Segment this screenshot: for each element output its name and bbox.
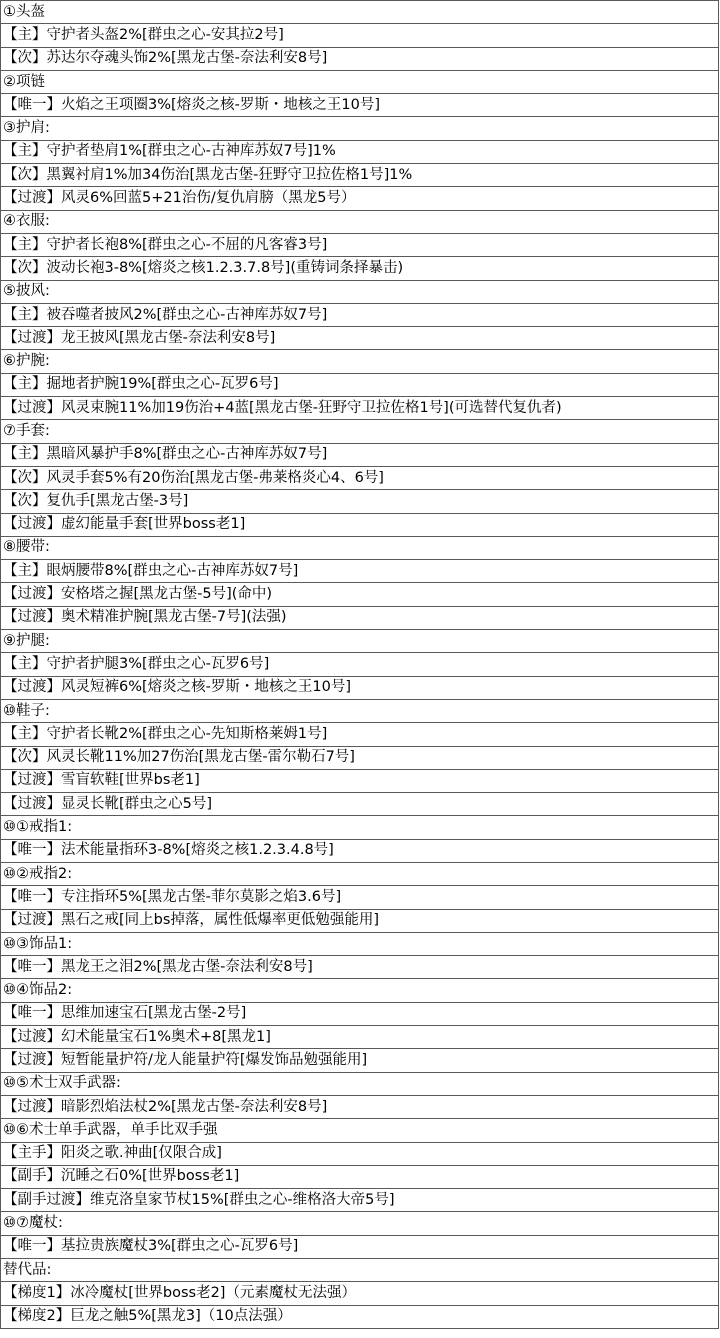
section-header-cell: ⑩鞋子:: [1, 699, 719, 722]
gear-item-cell: 【副手】沉睡之石0%[世界boss老1]: [1, 1165, 719, 1188]
gear-item-row: [1, 327, 719, 350]
gear-item-row: [1, 94, 719, 117]
section-header-cell: ⑤披风:: [1, 280, 719, 303]
section-header-row: [1, 1072, 719, 1095]
gear-item-cell: 【主】守护者头盔2%[群虫之心-安其拉2号]: [1, 24, 719, 47]
gear-item-row: [1, 1142, 719, 1165]
gear-item-row: [1, 909, 719, 932]
section-header-cell: ⑩③饰品1:: [1, 932, 719, 955]
gear-item-row: [1, 397, 719, 420]
section-header-row: [1, 420, 719, 443]
section-header-row: [1, 816, 719, 839]
section-header-row: [1, 630, 719, 653]
gear-item-cell: 【过渡】幻术能量宝石1%奥术+8[黑龙1]: [1, 1026, 719, 1049]
gear-item-cell: 【过渡】显灵长靴[群虫之心5号]: [1, 793, 719, 816]
gear-item-cell: 【次】波动长袍3-8%[熔炎之核1.2.3.7.8号](重铸词条择暴击): [1, 257, 719, 280]
section-header-row: [1, 1212, 719, 1235]
gear-item-row: [1, 187, 719, 210]
gear-item-row: [1, 513, 719, 536]
gear-item-cell: 【唯一】思维加速宝石[黑龙古堡-2号]: [1, 1002, 719, 1025]
gear-item-cell: 【主】掘地者护腕19%[群虫之心-瓦罗6号]: [1, 373, 719, 396]
gear-item-cell: 【副手过渡】维克洛皇家节杖15%[群虫之心-维格洛大帝5号]: [1, 1189, 719, 1212]
gear-item-row: [1, 606, 719, 629]
section-header-cell: ⑩⑥术士单手武器，单手比双手强: [1, 1119, 719, 1142]
section-header-cell: ⑩①戒指1:: [1, 816, 719, 839]
gear-item-row: [1, 956, 719, 979]
gear-item-cell: 【次】苏达尔夺魂头饰2%[黑龙古堡-奈法利安8号]: [1, 47, 719, 70]
gear-item-row: [1, 490, 719, 513]
gear-item-cell: 【梯度2】巨龙之触5%[黑龙3]（10点法强）: [1, 1305, 719, 1328]
gear-item-row: [1, 583, 719, 606]
gear-item-row: [1, 24, 719, 47]
gear-item-row: [1, 560, 719, 583]
section-header-cell: ①头盔: [1, 1, 719, 24]
gear-item-row: [1, 303, 719, 326]
section-header-cell: ⑥护腕:: [1, 350, 719, 373]
gear-item-cell: 【次】复仇手[黑龙古堡-3号]: [1, 490, 719, 513]
gear-item-cell: 【主】黑暗风暴护手8%[群虫之心-古神库苏奴7号]: [1, 443, 719, 466]
section-header-row: [1, 536, 719, 559]
gear-item-cell: 【唯一】基拉贵族魔杖3%[群虫之心-瓦罗6号]: [1, 1235, 719, 1258]
gear-item-row: [1, 1235, 719, 1258]
section-header-row: [1, 117, 719, 140]
section-header-cell: ⑩②戒指2:: [1, 862, 719, 885]
gear-item-row: [1, 164, 719, 187]
gear-item-row: [1, 1026, 719, 1049]
gear-item-cell: 【过渡】安格塔之握[黑龙古堡-5号](命中): [1, 583, 719, 606]
gear-item-row: [1, 746, 719, 769]
gear-item-row: [1, 793, 719, 816]
gear-item-row: [1, 443, 719, 466]
section-header-row: [1, 1259, 719, 1282]
section-header-cell: ③护肩:: [1, 117, 719, 140]
section-header-cell: ⑦手套:: [1, 420, 719, 443]
section-header-cell: 替代品:: [1, 1259, 719, 1282]
section-header-cell: ②项链: [1, 70, 719, 93]
section-header-cell: ④衣服:: [1, 210, 719, 233]
section-header-row: [1, 979, 719, 1002]
gear-item-cell: 【过渡】虚幻能量手套[世界boss老1]: [1, 513, 719, 536]
section-header-cell: ⑨护腿:: [1, 630, 719, 653]
gear-item-row: [1, 769, 719, 792]
gear-item-row: [1, 466, 719, 489]
gear-item-cell: 【主】守护者长靴2%[群虫之心-先知斯格莱姆1号]: [1, 723, 719, 746]
section-header-row: [1, 210, 719, 233]
gear-item-cell: 【过渡】奥术精准护腕[黑龙古堡-7号](法强): [1, 606, 719, 629]
gear-item-row: [1, 47, 719, 70]
gear-item-cell: 【过渡】短暂能量护符/龙人能量护符[爆发饰品勉强能用]: [1, 1049, 719, 1072]
gear-item-row: [1, 723, 719, 746]
section-header-row: [1, 350, 719, 373]
gear-item-cell: 【唯一】专注指环5%[黑龙古堡-菲尔莫影之焰3.6号]: [1, 886, 719, 909]
gear-item-row: [1, 1189, 719, 1212]
gear-item-row: [1, 1095, 719, 1118]
gear-item-cell: 【主】被吞噬者披风2%[群虫之心-古神库苏奴7号]: [1, 303, 719, 326]
gear-item-cell: 【过渡】风灵6%回蓝5+21治伤/复仇肩膀（黑龙5号）: [1, 187, 719, 210]
section-header-cell: ⑩⑤术士双手武器:: [1, 1072, 719, 1095]
gear-item-cell: 【主】守护者护腿3%[群虫之心-瓦罗6号]: [1, 653, 719, 676]
section-header-row: [1, 699, 719, 722]
gear-item-cell: 【主手】阳炎之歌.神曲[仅限合成]: [1, 1142, 719, 1165]
gear-item-row: [1, 1282, 719, 1305]
gear-item-cell: 【梯度1】冰冷魔杖[世界boss老2]（元素魔杖无法强）: [1, 1282, 719, 1305]
gear-item-cell: 【主】守护者垫肩1%[群虫之心-古神库苏奴7号]1%: [1, 140, 719, 163]
gear-item-row: [1, 140, 719, 163]
gear-item-row: [1, 257, 719, 280]
gear-item-row: [1, 373, 719, 396]
section-header-row: [1, 932, 719, 955]
section-header-cell: ⑧腰带:: [1, 536, 719, 559]
gear-item-cell: 【过渡】风灵短裤6%[熔炎之核-罗斯・地核之王10号]: [1, 676, 719, 699]
gear-item-cell: 【次】风灵手套5%有20伤治[黑龙古堡-弗莱格炎心4、6号]: [1, 466, 719, 489]
gear-item-cell: 【次】风灵长靴11%加27伤治[黑龙古堡-雷尔勒石7号]: [1, 746, 719, 769]
gear-item-cell: 【唯一】火焰之王项圈3%[熔炎之核-罗斯・地核之王10号]: [1, 94, 719, 117]
section-header-row: [1, 1119, 719, 1142]
gear-item-row: [1, 1049, 719, 1072]
section-header-row: [1, 862, 719, 885]
section-header-row: [1, 70, 719, 93]
gear-list-body: [1, 1, 719, 1329]
gear-item-cell: 【过渡】龙王披风[黑龙古堡-奈法利安8号]: [1, 327, 719, 350]
section-header-cell: ⑩⑦魔杖:: [1, 1212, 719, 1235]
gear-item-row: [1, 886, 719, 909]
gear-item-cell: 【过渡】暗影烈焰法杖2%[黑龙古堡-奈法利安8号]: [1, 1095, 719, 1118]
gear-item-cell: 【过渡】风灵束腕11%加19伤治+4蓝[黑龙古堡-狂野守卫拉佐格1号](可选替代复仇者): [1, 397, 719, 420]
gear-item-cell: 【过渡】雪盲软鞋[世界bs老1]: [1, 769, 719, 792]
gear-item-cell: 【过渡】黑石之戒[同上bs掉落，属性低爆率更低勉强能用]: [1, 909, 719, 932]
gear-item-cell: 【主】眼炳腰带8%[群虫之心-古神库苏奴7号]: [1, 560, 719, 583]
section-header-row: [1, 280, 719, 303]
gear-item-row: [1, 1165, 719, 1188]
gear-item-row: [1, 653, 719, 676]
gear-item-row: [1, 233, 719, 256]
gear-item-row: [1, 1305, 719, 1328]
gear-item-cell: 【唯一】法术能量指环3-8%[熔炎之核1.2.3.4.8号]: [1, 839, 719, 862]
gear-item-cell: 【唯一】黑龙王之泪2%[黑龙古堡-奈法利安8号]: [1, 956, 719, 979]
section-header-cell: ⑩④饰品2:: [1, 979, 719, 1002]
gear-item-row: [1, 676, 719, 699]
gear-item-row: [1, 839, 719, 862]
gear-item-row: [1, 1002, 719, 1025]
gear-item-cell: 【主】守护者长袍8%[群虫之心-不屈的凡客睿3号]: [1, 233, 719, 256]
section-header-row: [1, 1, 719, 24]
gear-item-cell: 【次】黑翼衬肩1%加34伤治[黑龙古堡-狂野守卫拉佐格1号]1%: [1, 164, 719, 187]
